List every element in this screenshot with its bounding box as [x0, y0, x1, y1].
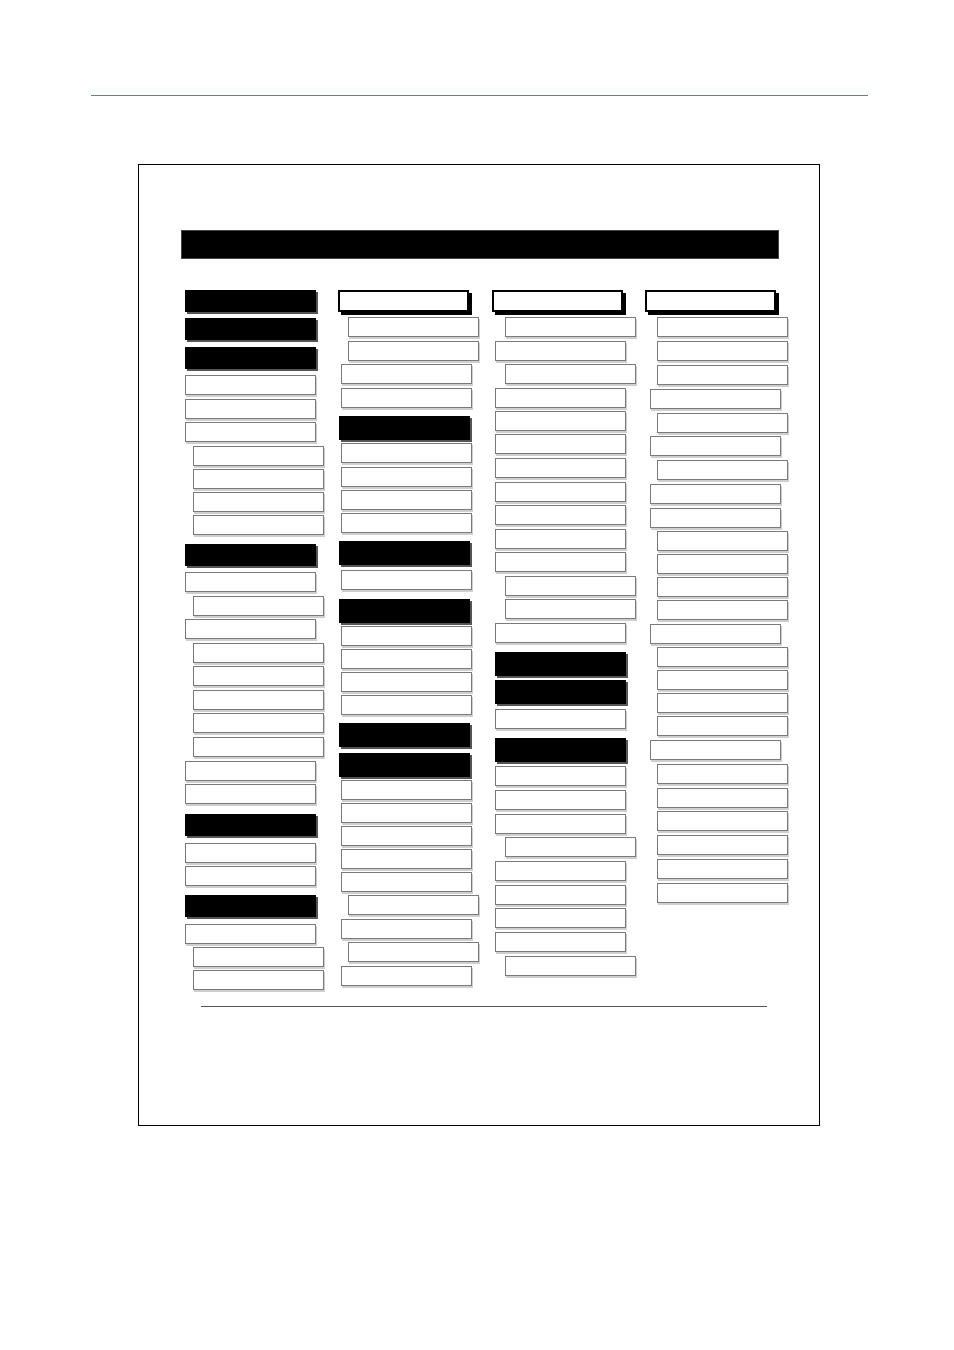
org-chart-node-box	[341, 626, 472, 646]
org-chart-heading-box	[495, 652, 626, 676]
org-chart-node-box	[505, 837, 636, 857]
org-chart-node-box	[657, 693, 788, 713]
org-chart-node-box	[657, 460, 788, 480]
org-chart-node-box	[341, 490, 472, 510]
org-chart-node-box	[185, 924, 316, 944]
org-chart-node-box	[185, 619, 316, 639]
org-chart-heading-box	[492, 290, 623, 312]
org-chart-node-box	[657, 883, 788, 903]
org-chart-heading-box	[185, 347, 316, 369]
org-chart-node-box	[650, 740, 781, 760]
org-chart-node-box	[657, 788, 788, 808]
org-chart-node-box	[341, 570, 472, 590]
org-chart-node-box	[495, 623, 626, 643]
org-chart-node-box	[348, 341, 479, 361]
org-chart-node-box	[657, 716, 788, 736]
org-chart-node-box	[657, 811, 788, 831]
org-chart-heading-box	[338, 290, 469, 312]
org-chart-node-box	[650, 624, 781, 644]
org-chart-node-box	[657, 670, 788, 690]
org-chart-node-box	[185, 784, 316, 804]
org-chart-node-box	[193, 690, 324, 710]
org-chart-node-box	[193, 947, 324, 967]
org-chart-node-box	[495, 341, 626, 361]
org-chart-heading-box	[185, 895, 316, 917]
org-chart-node-box	[495, 932, 626, 952]
org-chart-node-box	[193, 666, 324, 686]
org-chart-node-box	[495, 458, 626, 478]
org-chart-node-box	[341, 467, 472, 487]
org-chart-node-box	[657, 413, 788, 433]
org-chart-node-box	[341, 966, 472, 986]
org-chart-heading-box	[339, 541, 470, 565]
org-chart-node-box	[657, 859, 788, 879]
org-chart-heading-box	[185, 814, 316, 836]
org-chart-node-box	[657, 317, 788, 337]
org-chart-node-box	[341, 919, 472, 939]
org-chart-node-box	[341, 364, 472, 384]
org-chart-node-box	[657, 365, 788, 385]
org-chart-node-box	[193, 737, 324, 757]
org-chart-node-box	[348, 895, 479, 915]
org-chart-node-box	[193, 970, 324, 990]
org-chart-node-box	[495, 766, 626, 786]
org-chart-heading-box	[495, 738, 626, 762]
org-chart-node-box	[193, 469, 324, 489]
org-chart-node-box	[341, 803, 472, 823]
org-chart-node-box	[193, 713, 324, 733]
org-chart-node-box	[341, 443, 472, 463]
org-chart-node-box	[657, 554, 788, 574]
org-chart-heading-box	[185, 290, 316, 312]
org-chart-node-box	[505, 576, 636, 596]
org-chart-node-box	[185, 375, 316, 395]
org-chart-node-box	[348, 317, 479, 337]
org-chart-node-box	[650, 484, 781, 504]
org-chart-node-box	[193, 446, 324, 466]
org-chart-node-box	[185, 761, 316, 781]
org-chart-node-box	[495, 388, 626, 408]
org-chart-node-box	[495, 411, 626, 431]
org-chart-heading-box	[185, 318, 316, 340]
org-chart-heading-box	[339, 416, 470, 440]
org-chart-node-box	[650, 508, 781, 528]
org-chart-node-box	[657, 835, 788, 855]
org-chart-node-box	[341, 780, 472, 800]
org-chart-node-box	[505, 956, 636, 976]
org-chart-heading-box	[339, 599, 470, 623]
org-chart-node-box	[495, 814, 626, 834]
org-chart-node-box	[495, 505, 626, 525]
org-chart-node-box	[495, 482, 626, 502]
org-chart-node-box	[495, 861, 626, 881]
org-chart-node-box	[657, 341, 788, 361]
org-chart-node-box	[495, 885, 626, 905]
org-chart-node-box	[348, 942, 479, 962]
header-rule	[91, 95, 868, 96]
footer-rule	[201, 1006, 767, 1007]
org-chart-node-box	[193, 643, 324, 663]
org-chart-heading-box	[185, 544, 316, 566]
org-chart-node-box	[341, 695, 472, 715]
org-chart-node-box	[505, 317, 636, 337]
org-chart-node-box	[185, 399, 316, 419]
org-chart-node-box	[341, 872, 472, 892]
org-chart-node-box	[341, 849, 472, 869]
org-chart-node-box	[341, 672, 472, 692]
figure-title-banner	[181, 230, 779, 259]
org-chart-node-box	[650, 389, 781, 409]
org-chart-node-box	[657, 531, 788, 551]
org-chart-node-box	[657, 647, 788, 667]
org-chart-node-box	[341, 388, 472, 408]
org-chart-node-box	[193, 492, 324, 512]
org-chart-node-box	[341, 826, 472, 846]
org-chart-heading-box	[339, 753, 470, 777]
org-chart-node-box	[657, 577, 788, 597]
org-chart-node-box	[185, 422, 316, 442]
org-chart-node-box	[495, 434, 626, 454]
org-chart-heading-box	[495, 680, 626, 704]
org-chart-heading-box	[645, 290, 776, 312]
org-chart-node-box	[193, 515, 324, 535]
org-chart-node-box	[657, 764, 788, 784]
org-chart-node-box	[185, 572, 316, 592]
org-chart-node-box	[185, 866, 316, 886]
org-chart-node-box	[657, 600, 788, 620]
org-chart-node-box	[650, 436, 781, 456]
org-chart-node-box	[495, 908, 626, 928]
org-chart-node-box	[495, 552, 626, 572]
org-chart-node-box	[495, 790, 626, 810]
org-chart-node-box	[495, 709, 626, 729]
org-chart-node-box	[193, 596, 324, 616]
org-chart-node-box	[505, 364, 636, 384]
org-chart-heading-box	[339, 723, 470, 747]
org-chart-node-box	[505, 599, 636, 619]
org-chart-node-box	[341, 513, 472, 533]
org-chart-node-box	[341, 649, 472, 669]
org-chart-node-box	[495, 529, 626, 549]
org-chart-node-box	[185, 843, 316, 863]
